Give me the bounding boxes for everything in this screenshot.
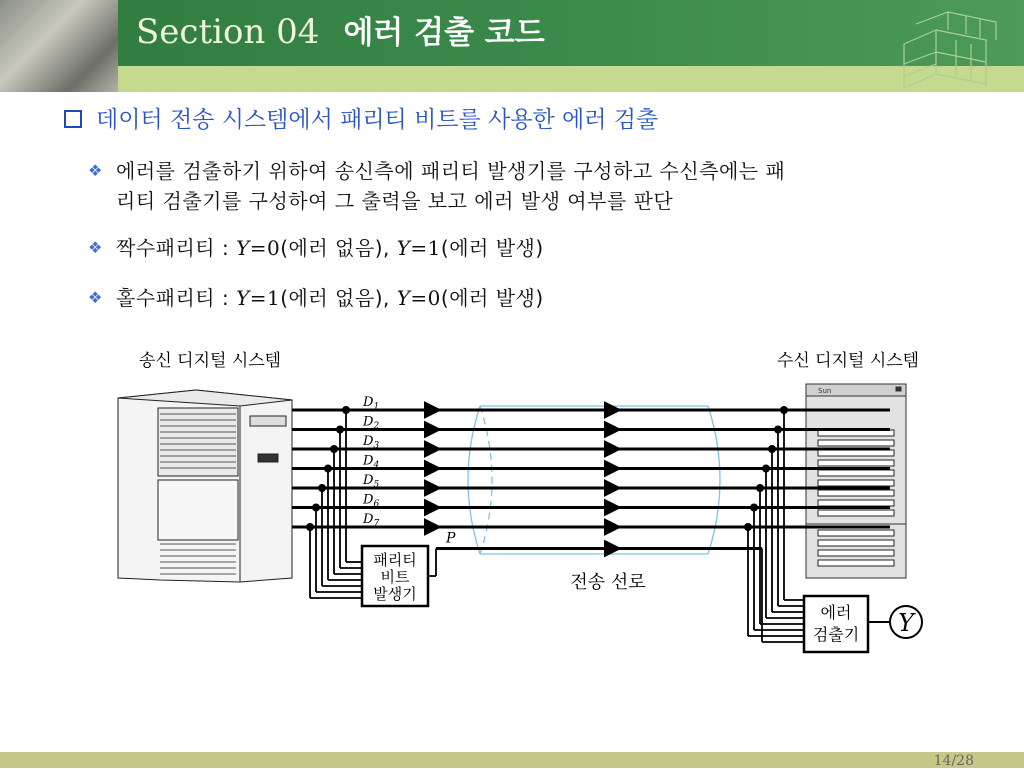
- data-line-label: $D_3$: [363, 434, 380, 451]
- transmission-label: 전송 선로: [570, 572, 646, 593]
- generator-label-2: 비트: [380, 568, 410, 586]
- parity-diagram: [0, 330, 1024, 690]
- detector-label-2: 검출기: [812, 625, 860, 644]
- diamond-bullet-icon: ❖: [88, 238, 103, 257]
- bullet-1: [88, 156, 988, 216]
- error-text: (에러 발생): [440, 286, 544, 310]
- main-heading: [64, 102, 658, 138]
- data-line-subscript: 2: [373, 421, 380, 432]
- parity-line-label: P: [446, 530, 456, 547]
- data-line-subscript: 3: [373, 441, 380, 451]
- odd-parity-label: 홀수패리티 :: [116, 286, 237, 310]
- receiver-brand: Sun: [818, 387, 832, 395]
- slide-title: [136, 8, 545, 56]
- data-line-subscript: 5: [373, 480, 380, 490]
- even-parity-label: 짝수패리티 :: [116, 236, 237, 260]
- output-y: Y: [898, 609, 914, 637]
- blocks-decoration: [896, 4, 1014, 88]
- data-line-subscript: 4: [373, 460, 380, 471]
- no-error-text: (에러 없음),: [280, 236, 397, 260]
- data-line-label: $D_5$: [363, 473, 380, 490]
- data-line-subscript: 1: [373, 402, 380, 412]
- detector-label-1: 에러: [820, 603, 852, 622]
- sender-computer: [118, 390, 292, 582]
- receiver-label: 수신 디지털 시스템: [776, 351, 920, 371]
- bullet-1-line-1: 에러를 검출하기 위하여 송신측에 패리티 발생기를 구성하고 수신측에는 패: [116, 159, 786, 183]
- y-variable: Y: [396, 236, 411, 260]
- bullet-3: [88, 283, 988, 313]
- generator-label-1: 패리티: [373, 551, 417, 569]
- data-line-label: $D_6$: [363, 492, 380, 510]
- generator-label-3: 발생기: [373, 585, 417, 603]
- receiver-computer: [806, 384, 906, 578]
- data-line-label: $D_2$: [363, 414, 380, 432]
- data-line-label: $D_4$: [363, 453, 380, 471]
- parity-generator: [362, 546, 428, 606]
- y-value: =1: [410, 236, 441, 260]
- header-sub-band: [118, 66, 1024, 92]
- section-title: 에러 검출 코드: [343, 15, 545, 51]
- error-text: (에러 발생): [440, 236, 544, 260]
- data-line-subscript: 6: [373, 499, 380, 510]
- heading-text: 데이터 전송 시스템에서 패리티 비트를 사용한 에러 검출: [96, 107, 659, 133]
- data-line-subscript: 7: [373, 519, 380, 529]
- page-number: 14/28: [933, 753, 974, 769]
- diamond-bullet-icon: ❖: [88, 288, 103, 307]
- diamond-bullet-icon: ❖: [88, 161, 103, 180]
- y-variable: Y: [236, 286, 250, 310]
- checkbox-bullet-icon: [64, 110, 82, 128]
- footer-bar: [0, 752, 1024, 768]
- sender-label: 송신 디지털 시스템: [138, 351, 282, 371]
- data-line-label: $D_7$: [363, 512, 380, 529]
- header-photo: [0, 0, 118, 92]
- y-value: =1: [249, 286, 281, 310]
- y-value: =0: [410, 286, 441, 310]
- no-error-text: (에러 없음),: [280, 286, 397, 310]
- y-variable: Y: [236, 236, 250, 260]
- bullet-2: [88, 233, 988, 263]
- error-detector: [804, 596, 922, 652]
- bullet-1-line-2: 리티 검출기를 구성하여 그 출력을 보고 에러 발생 여부를 판단: [116, 189, 674, 213]
- y-value: =0: [249, 236, 281, 260]
- data-line-label: $D_1$: [363, 395, 380, 412]
- section-number: Section 04: [136, 12, 320, 52]
- y-variable: Y: [396, 286, 411, 310]
